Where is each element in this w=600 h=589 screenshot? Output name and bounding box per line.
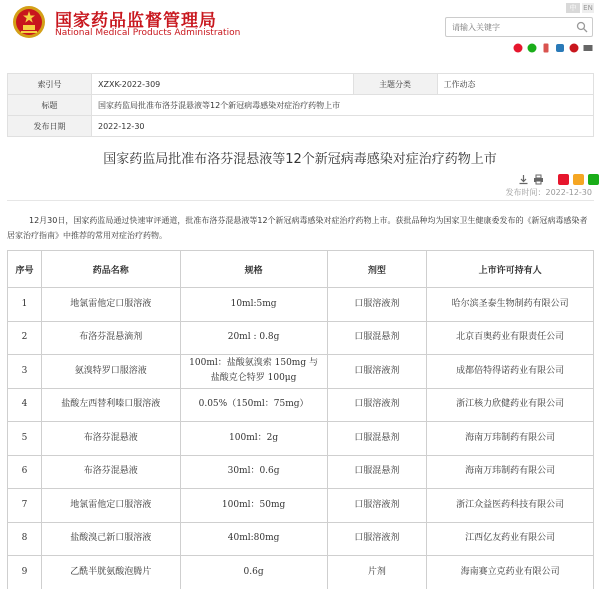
table-header-row: [8, 251, 594, 288]
cell-spec: 30ml：0.6g: [180, 455, 327, 489]
cell-spec: 100ml：2g: [180, 422, 327, 456]
drug-approval-table: [7, 250, 594, 589]
cell-no: 7: [8, 489, 42, 523]
col-header-form: 剂型: [327, 251, 427, 288]
meta-title-value: 国家药监局批准布洛芬混悬液等12个新冠病毒感染对症治疗药物上市: [92, 95, 594, 116]
col-header-spec: 规格: [180, 251, 327, 288]
cell-name: 布洛芬混悬液: [41, 455, 180, 489]
cell-name: 盐酸溴己新口服溶液: [41, 522, 180, 556]
cell-holder: 浙江众益医药科技有限公司: [427, 489, 594, 523]
national-emblem-icon: [12, 4, 46, 40]
table-row: [8, 422, 594, 456]
cell-form: 口服溶液剂: [327, 288, 427, 322]
table-row: [8, 355, 594, 389]
download-icon[interactable]: [518, 170, 529, 181]
site-name-cn[interactable]: 国家药品监督管理局: [55, 11, 217, 31]
cell-no: 2: [8, 321, 42, 355]
meta-index-value: XZXK-2022-309: [92, 74, 354, 95]
cell-name: 布洛芬混悬液: [41, 422, 180, 456]
cell-name: 地氯雷他定口服溶液: [41, 288, 180, 322]
weibo-icon[interactable]: [513, 38, 523, 48]
col-header-name: 药品名称: [41, 251, 180, 288]
app-icon[interactable]: [555, 38, 565, 48]
cell-form: 口服溶液剂: [327, 388, 427, 422]
accessibility-icon[interactable]: [569, 38, 579, 48]
article-intro: 12月30日，国家药监局通过快速审评通道，批准布洛芬混悬液等12个新冠病毒感染对症治疗药物上市。获批品种均为国家卫生健康委发布的《新冠病毒感染者居家治疗指南》中推荐的常用对症治疗药物。: [7, 216, 588, 240]
site-name-en: National Medical Products Administration: [55, 28, 241, 38]
article-meta-table: [7, 73, 594, 137]
table-row: [8, 455, 594, 489]
cell-name: 乙酰半胱氨酸泡腾片: [41, 556, 180, 589]
cell-holder: 成都倍特得诺药业有限公司: [427, 355, 594, 389]
cell-spec: 0.05%（150ml：75mg）: [180, 388, 327, 422]
cell-form: 口服溶液剂: [327, 355, 427, 389]
cell-form: 口服混悬剂: [327, 422, 427, 456]
cell-name: 盐酸左西替利嗪口服溶液: [41, 388, 180, 422]
cell-holder: 北京百奥药业有限责任公司: [427, 321, 594, 355]
table-row: [8, 489, 594, 523]
tool-spacer: [548, 170, 554, 181]
meta-category-value: 工作动态: [437, 74, 593, 95]
cell-spec: 0.6g: [180, 556, 327, 589]
article-tools: [518, 170, 599, 181]
table-row: [8, 288, 594, 322]
search-box: [445, 17, 593, 37]
search-input[interactable]: [446, 18, 574, 36]
cell-form: 口服混悬剂: [327, 455, 427, 489]
publish-time: 发布时间：2022-12-30: [505, 188, 592, 197]
cell-no: 6: [8, 455, 42, 489]
cell-holder: 海南万玮制药有限公司: [427, 455, 594, 489]
cell-spec: 100ml：盐酸氨溴索 150mg 与盐酸克仑特罗 100μg: [180, 355, 327, 389]
cell-no: 8: [8, 522, 42, 556]
cell-holder: 海南万玮制药有限公司: [427, 422, 594, 456]
cell-name: 布洛芬混悬滴剂: [41, 321, 180, 355]
table-row: [8, 522, 594, 556]
cell-spec: 10ml:5mg: [180, 288, 327, 322]
share-wechat-icon[interactable]: [588, 170, 599, 181]
cell-spec: 40ml:80mg: [180, 522, 327, 556]
cell-form: 口服溶液剂: [327, 522, 427, 556]
wechat-icon[interactable]: [527, 38, 537, 48]
cell-no: 3: [8, 355, 42, 389]
cell-spec: 20ml : 0.8g: [180, 321, 327, 355]
language-switch[interactable]: 中: [566, 3, 580, 13]
meta-index-label: 索引号: [8, 74, 92, 95]
share-qzone-icon[interactable]: [573, 170, 584, 181]
divider: [7, 200, 594, 201]
mail-icon[interactable]: [583, 38, 593, 48]
cell-form: 口服溶液剂: [327, 489, 427, 523]
cell-no: 4: [8, 388, 42, 422]
cell-name: 地氯雷他定口服溶液: [41, 489, 180, 523]
table-row: [8, 321, 594, 355]
cell-holder: 江西亿友药业有限公司: [427, 522, 594, 556]
cell-spec: 100ml：50mg: [180, 489, 327, 523]
meta-date-value: 2022-12-30: [92, 116, 594, 137]
table-row: [8, 388, 594, 422]
cell-no: 1: [8, 288, 42, 322]
search-icon[interactable]: [576, 21, 588, 33]
col-header-holder: 上市许可持有人: [427, 251, 594, 288]
mobile-icon[interactable]: [541, 38, 551, 48]
meta-category-label: 主题分类: [353, 74, 437, 95]
social-share-row: [513, 38, 595, 50]
cell-no: 9: [8, 556, 42, 589]
print-icon[interactable]: [533, 170, 544, 181]
share-weibo-icon[interactable]: [558, 170, 569, 181]
cell-name: 氨溴特罗口服溶液: [41, 355, 180, 389]
cell-holder: 浙江核力欣健药业有限公司: [427, 388, 594, 422]
meta-date-label: 发布日期: [8, 116, 92, 137]
cell-form: 口服混悬剂: [327, 321, 427, 355]
language-switch-alt[interactable]: EN: [583, 4, 593, 12]
cell-form: 片剂: [327, 556, 427, 589]
article-title: 国家药监局批准布洛芬混悬液等12个新冠病毒感染对症治疗药物上市: [103, 152, 497, 167]
site-header: [0, 0, 600, 50]
meta-title-label: 标题: [8, 95, 92, 116]
cell-holder: 哈尔滨圣泰生物制药有限公司: [427, 288, 594, 322]
col-header-no: 序号: [8, 251, 42, 288]
cell-no: 5: [8, 422, 42, 456]
table-row: [8, 556, 594, 589]
cell-holder: 海南赛立克药业有限公司: [427, 556, 594, 589]
